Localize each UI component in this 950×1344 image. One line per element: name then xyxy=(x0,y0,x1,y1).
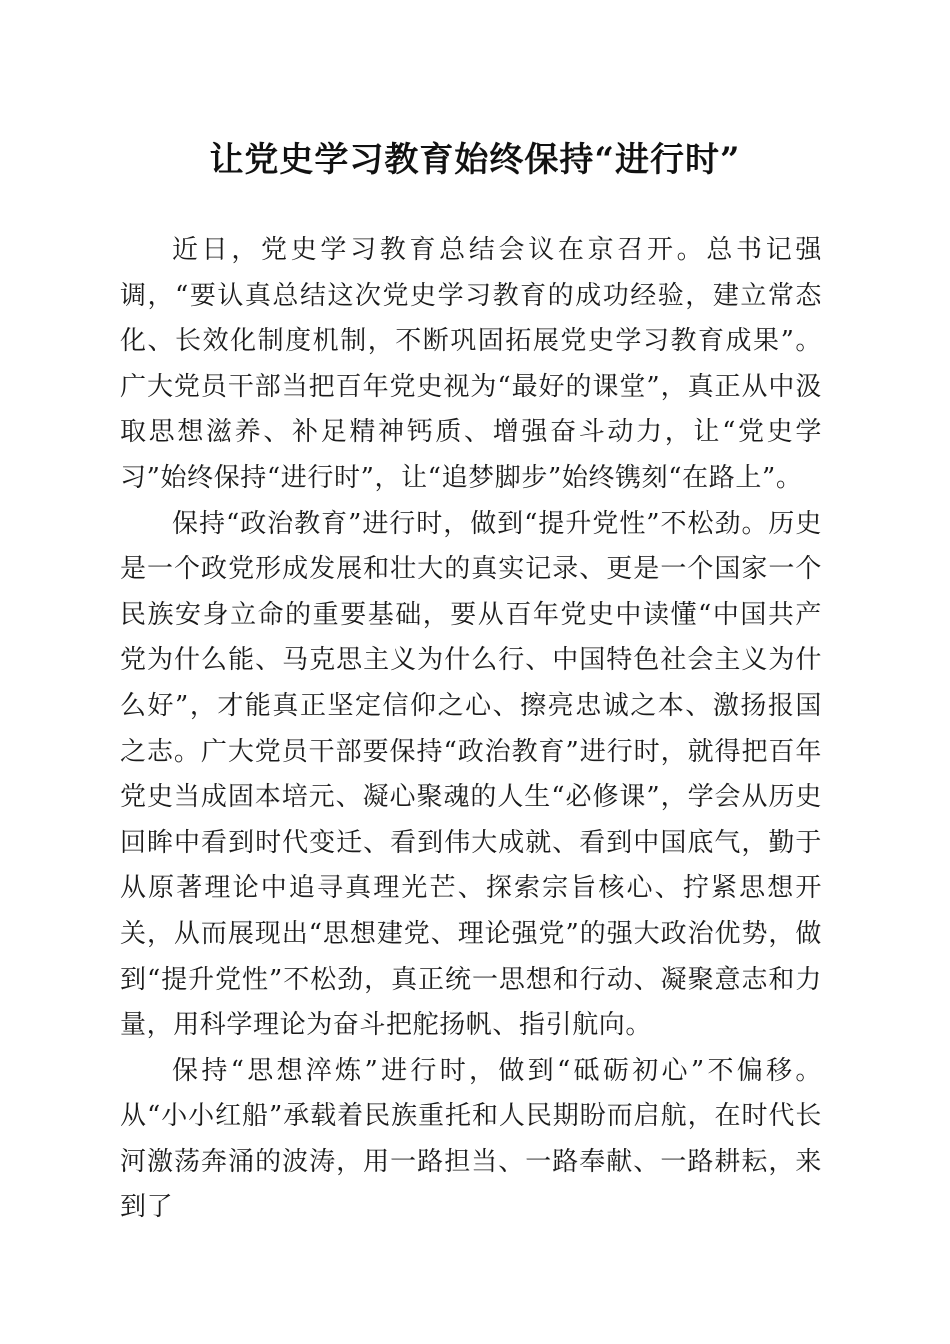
paragraph-3: 保持“思想淬炼”进行时，做到“砥砺初心”不偏移。从“小小红船”承载着民族重托和人民期盼而启航，在时代长河激荡奔涌的波涛，用一路担当、一路奉献、一路耕耘，来到了 xyxy=(120,1055,822,1223)
page-title: 让党史学习教育始终保持“进行时” xyxy=(209,140,741,180)
paragraph-2: 保持“政治教育”进行时，做到“提升党性”不松劲。历史是一个政党形成发展和壮大的真实记录、更是一个国家一个民族安身立命的重要基础，要从百年党史中读懂“中国共产党为什么能、马克思主义为什么行、中国特色社会主义为什么好”，才能真正坚定信仰之心、擦亮忠诚之本、激扬报国之志。广大党员干部要保持“政治教育”进行时，就得把百年党史当成固本培元、凝心聚魂的人生“必修课”，学会从历史回眸中看到时代变迁、看到伟大成就、看到中国底气，勤于从原著理论中追寻真理光芒、探索宗旨核心、拧紧思想开关，从而展现出“思想建党、理论强党”的强大政治优势，做到“提升党性”不松劲，真正统一思想和行动、凝聚意志和力量，用科学理论为奋斗把舵扬帆、指引航向。 xyxy=(120,508,822,1041)
article-body xyxy=(120,228,822,1231)
paragraph-1: 近日，党史学习教育总结会议在京召开。总书记强调，“要认真总结这次党史学习教育的成功经验，建立常态化、长效化制度机制，不断巩固拓展党史学习教育成果”。广大党员干部当把百年党史视为“最好的课堂”，真正从中汲取思想滋养、补足精神钙质、增强奋斗动力，让“党史学习”始终保持“进行时”，让“追梦脚步”始终镌刻“在路上”。 xyxy=(120,235,822,493)
